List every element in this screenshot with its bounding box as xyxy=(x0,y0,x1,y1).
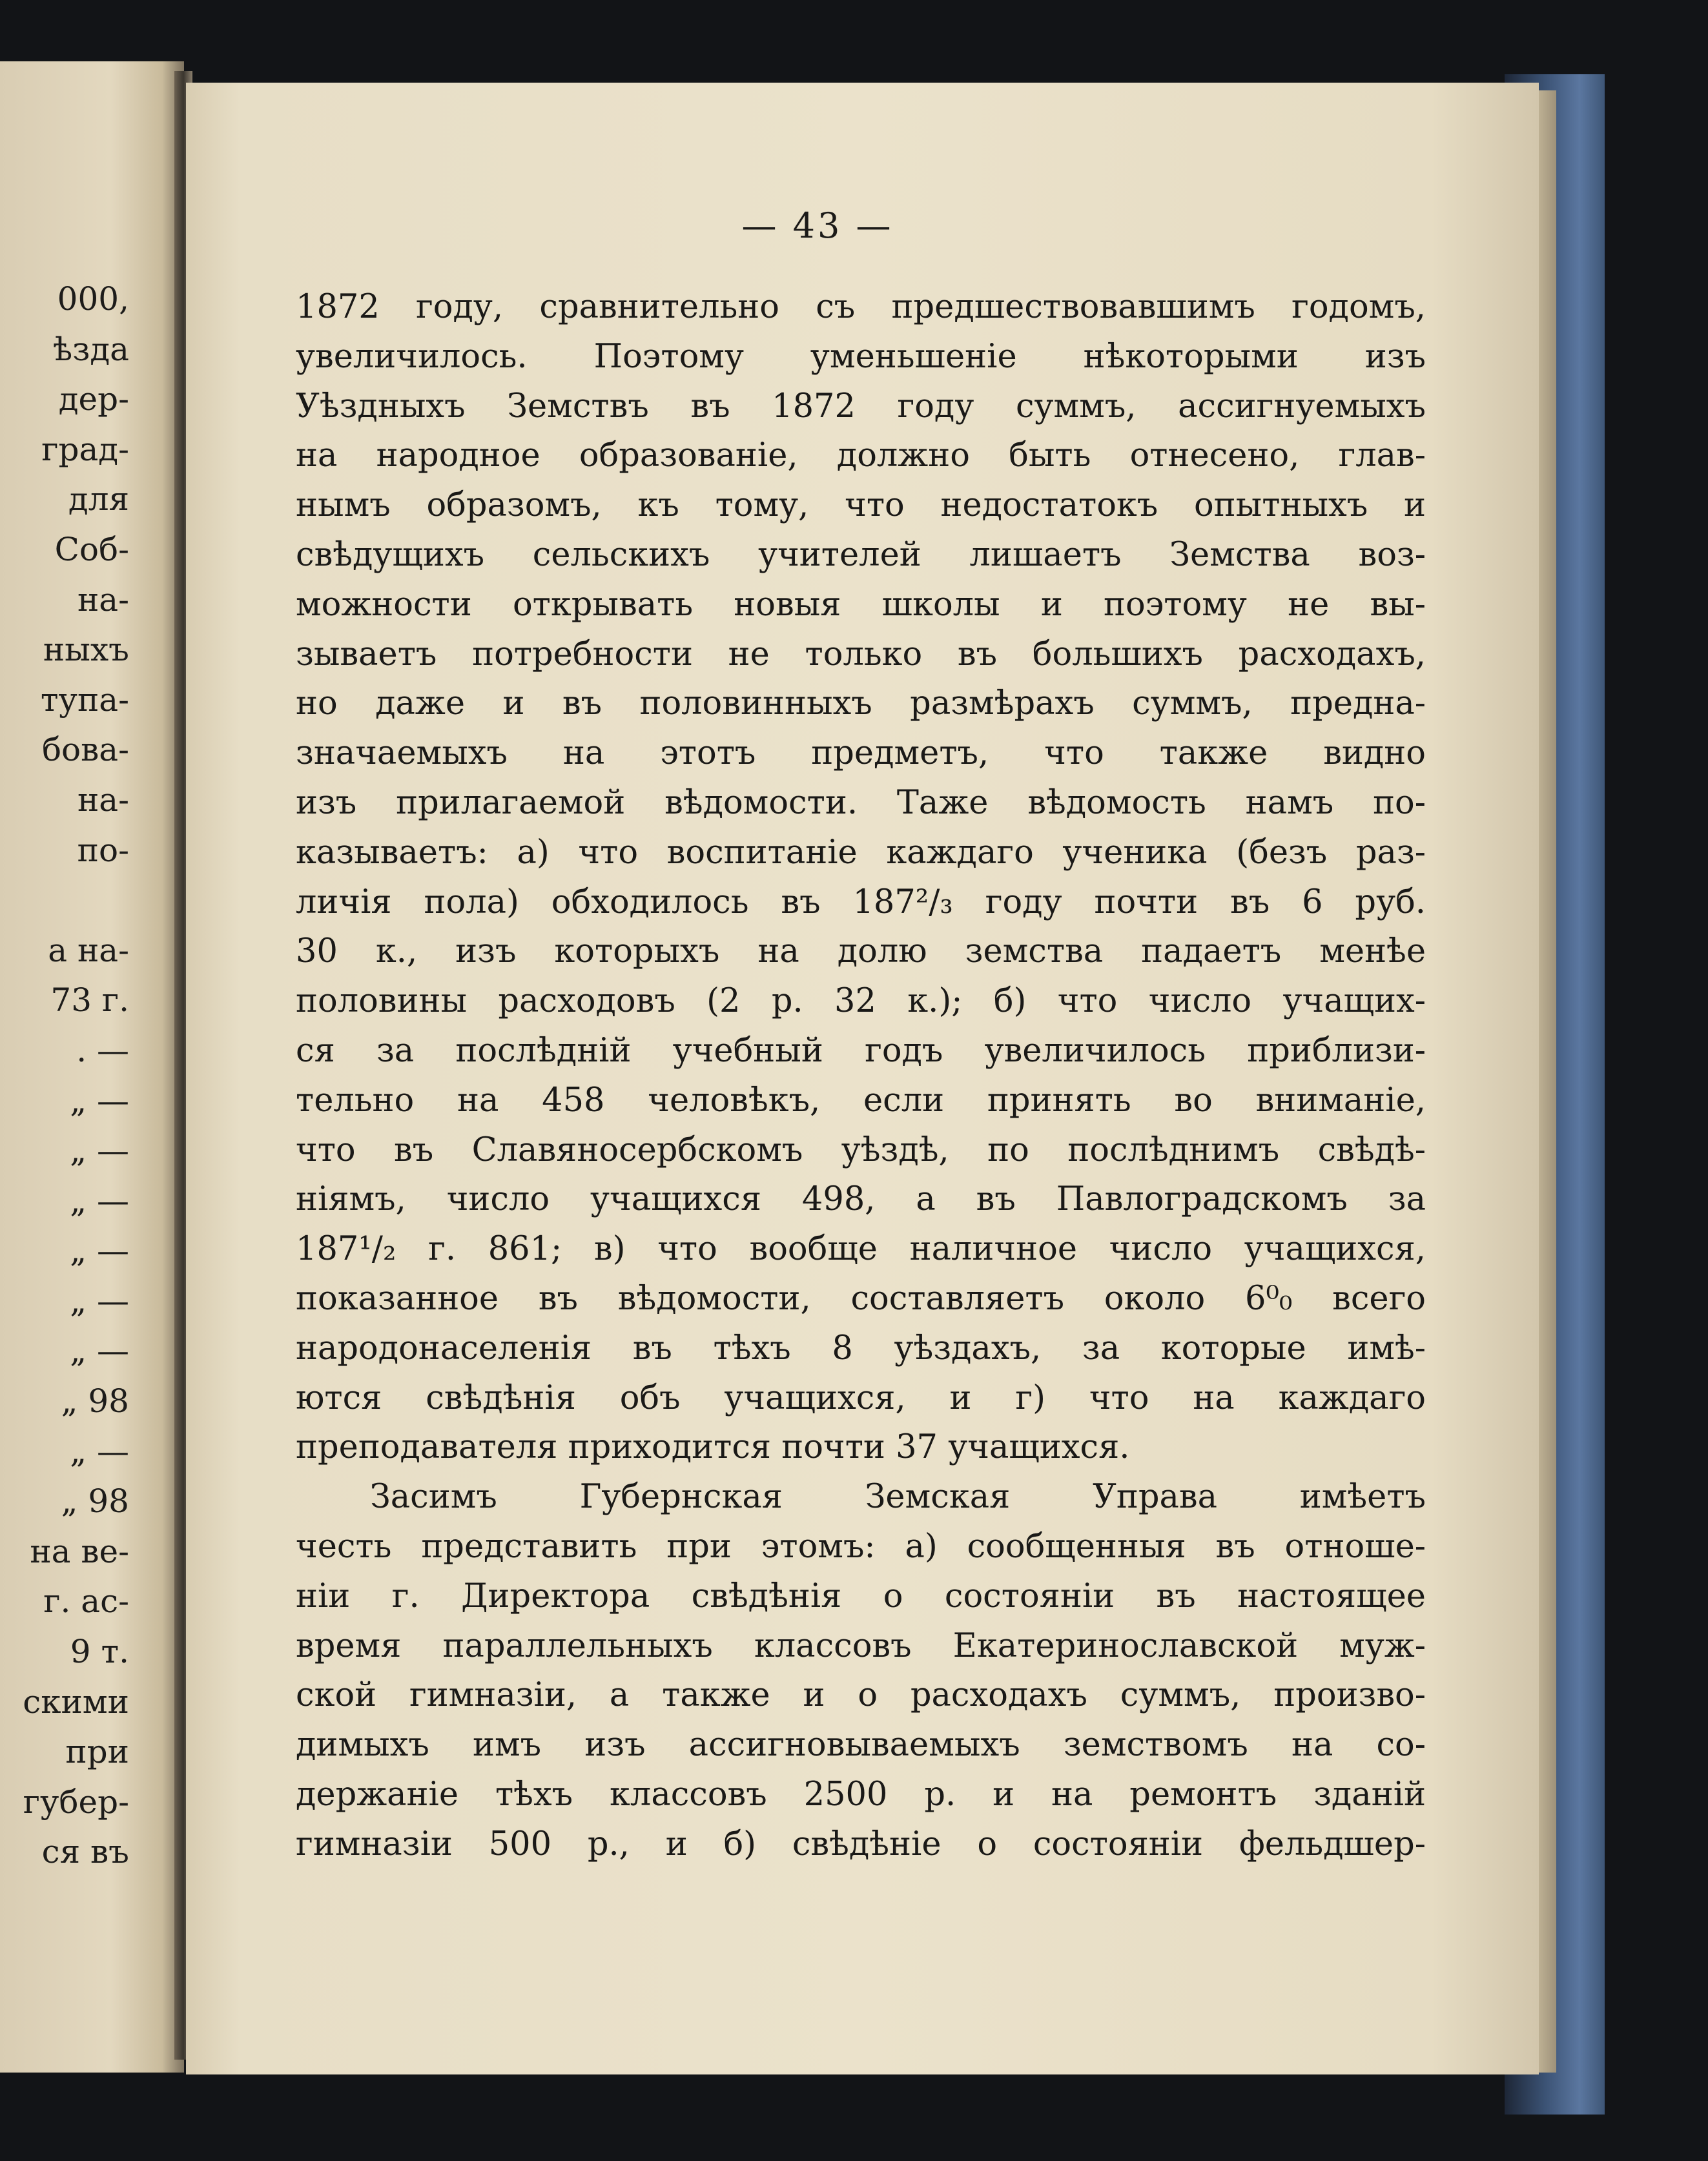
text-line: зываетъ потребности не только въ большихъ расходахъ, xyxy=(296,635,1426,673)
left-line: „ — xyxy=(70,1182,129,1220)
left-line: „ 98 xyxy=(61,1382,129,1420)
left-line: по- xyxy=(77,831,129,869)
left-line: тупа- xyxy=(40,681,129,719)
left-page-fragment xyxy=(0,61,184,2073)
text-line: на народное образованіе, должно быть отнесено, глав- xyxy=(296,436,1426,475)
text-line: гимназіи 500 р., и б) свѣдѣніе о состояніи фельдшер- xyxy=(296,1825,1426,1863)
left-line: бова- xyxy=(41,731,129,769)
text-line: личія пола) обходилось въ 187²/₃ году почти въ 6 руб. xyxy=(296,883,1426,921)
text-line: 187¹/₂ г. 861; в) что вообще наличное число учащихся, xyxy=(296,1230,1426,1269)
left-line: при xyxy=(65,1733,129,1771)
left-line: „ 98 xyxy=(61,1482,129,1521)
text-line: 30 к., изъ которыхъ на долю земства падаетъ менѣе xyxy=(296,932,1426,971)
text-line: значаемыхъ на этотъ предметъ, что также видно xyxy=(296,734,1426,773)
text-line: половины расходовъ (2 р. 32 к.); б) что число учащих- xyxy=(296,982,1426,1021)
left-line: ныхъ xyxy=(43,631,129,669)
left-line: на- xyxy=(77,781,129,819)
text-line: Засимъ Губернская Земская Управа имѣетъ xyxy=(370,1478,1426,1517)
left-line: Соб- xyxy=(54,530,129,568)
left-line: „ — xyxy=(70,1132,129,1170)
text-line: 1872 году, сравнительно съ предшествовавшимъ годомъ, xyxy=(296,288,1426,326)
text-line: держаніе тѣхъ классовъ 2500 р. и на ремонтъ зданій xyxy=(296,1775,1426,1814)
text-line: казываетъ: а) что воспитаніе каждаго ученика (безъ раз- xyxy=(296,833,1426,872)
text-line: ніи г. Директора свѣдѣнія о состояніи въ настоящее xyxy=(296,1577,1426,1615)
left-line: . — xyxy=(76,1031,129,1069)
left-line: г. ас- xyxy=(43,1582,129,1621)
left-line: „ — xyxy=(70,1081,129,1120)
text-line: свѣдущихъ сельскихъ учителей лишаетъ Земства воз- xyxy=(296,535,1426,574)
page-number: — 43 — xyxy=(741,205,894,246)
left-line: град- xyxy=(41,430,129,468)
text-line: но даже и въ половинныхъ размѣрахъ суммъ, предна- xyxy=(296,684,1426,723)
text-line: увеличилось. Поэтому уменьшеніе нѣкоторыми изъ xyxy=(296,337,1426,376)
text-line: народонаселенія въ тѣхъ 8 уѣздахъ, за которые имѣ- xyxy=(296,1329,1426,1367)
left-line: 73 г. xyxy=(50,981,129,1019)
text-line: ской гимназіи, а также и о расходахъ суммъ, произво- xyxy=(296,1676,1426,1715)
text-line: нымъ образомъ, къ тому, что недостатокъ опытныхъ и xyxy=(296,486,1426,525)
text-line: ніямъ, число учащихся 498, а въ Павлоградскомъ за xyxy=(296,1180,1426,1219)
text-line: изъ прилагаемой вѣдомости. Таже вѣдомость намъ по- xyxy=(296,783,1426,822)
main-page xyxy=(186,83,1539,2074)
text-line: ются свѣдѣнія объ учащихся, и г) что на каждаго xyxy=(296,1378,1426,1417)
text-line: можности открывать новыя школы и поэтому не вы- xyxy=(296,585,1426,624)
left-line: „ — xyxy=(70,1332,129,1370)
text-line: честь представить при этомъ: а) сообщенныя въ отноше- xyxy=(296,1527,1426,1566)
left-line: на- xyxy=(77,580,129,619)
text-line: показанное въ вѣдомости, составляетъ около 6⁰₀ всего xyxy=(296,1279,1426,1318)
left-line: 9 т. xyxy=(70,1633,129,1671)
text-line: время параллельныхъ классовъ Екатеринославской муж- xyxy=(296,1626,1426,1665)
left-line: 000, xyxy=(57,280,129,318)
text-line: преподавателя приходится почти 37 учащихся. xyxy=(296,1428,1130,1467)
text-line: димыхъ имъ изъ ассигновываемыхъ земствомъ на со- xyxy=(296,1726,1426,1765)
text-line: Уѣздныхъ Земствъ въ 1872 году суммъ, ассигнуемыхъ xyxy=(296,387,1426,425)
left-line: ся въ xyxy=(41,1833,129,1871)
left-line: „ — xyxy=(70,1232,129,1270)
left-page-text xyxy=(0,274,129,1878)
text-line: ся за послѣдній учебный годъ увеличилось приблизи- xyxy=(296,1031,1426,1070)
left-line: ѣзда xyxy=(52,330,129,368)
left-line: на ве- xyxy=(30,1532,129,1570)
left-line: скими xyxy=(23,1683,129,1721)
left-line xyxy=(0,876,129,926)
body-text xyxy=(296,283,1426,1870)
left-line: а на- xyxy=(48,931,129,969)
left-line: „ — xyxy=(70,1282,129,1320)
text-line: тельно на 458 человѣкъ, если принять во вниманіе, xyxy=(296,1081,1426,1120)
left-line: дер- xyxy=(58,380,129,418)
left-line: губер- xyxy=(23,1783,129,1821)
left-line: „ — xyxy=(70,1432,129,1470)
left-line: для xyxy=(68,480,129,518)
text-line: что въ Славяносербскомъ уѣздѣ, по послѣднимъ свѣдѣ- xyxy=(296,1131,1426,1169)
